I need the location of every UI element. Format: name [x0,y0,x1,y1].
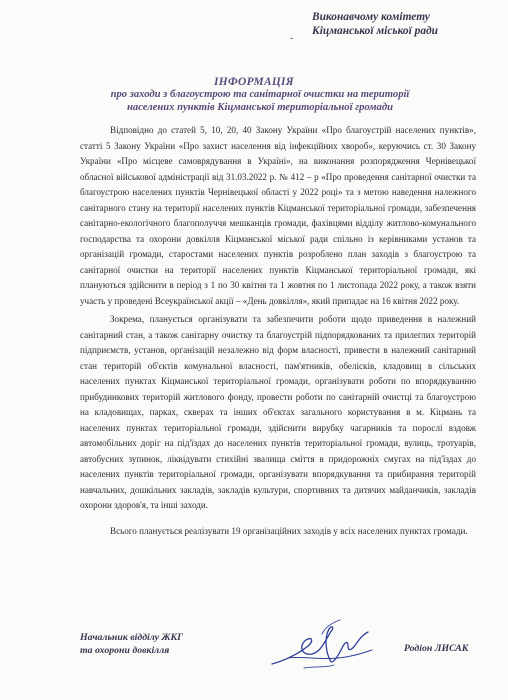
document-body [80,123,476,539]
paragraph-1: Відповідно до статей 5, 10, 20, 40 Закону України «Про благоустрій населених пунктів», статті 5 Закону України «Про захист населення від інфекційних хвороб», керуючись ст. 30 Закону України «Про місцеве самоврядування в Україні», на виконання розпорядження Чернівецької обласної військової адміністрації від 31.03.2022 р. № 412 – р «Про проведення санітарної очистки та благоустрою населених пунктів Чернівецької області у 2022 році» та з метою наведення належного санітарного стану на території населених пунктів Кіцманської територіальної громади, забезпечення санітарно-екологічного благополуччя мешканців громади, фахівцями відділу житлово-комунального господарства та охорони довкілля Кіцманської міської ради спільно із керівниками установ та організацій громади, старостами населених пунктів розроблено план заходів з благоустрою та санітарної очистки на території населених пунктів Кіцманської територіальної громади, які плануються здійснити в період з 1 по 30 квітня та 1 жовтня по 1 листопада 2022 року, а також взяти участь у проведені Всеукраїнської акції – «День довкілля», який припадає на 16 квітня 2022 року. [80,125,476,306]
addressee-block [312,10,502,38]
addressee-line-1: Виконавчому комітету [312,11,430,23]
addressee-line-2: Кіцманської міської ради [312,25,439,37]
signatory-position-line-2: та охорони довкілля [80,645,170,656]
paragraph-2: Зокрема, планується організувати та забезпечити роботи щодо приведення в належний санітарний стан, а також санітарну очистку та благоустрій підпорядкованих та прилеглих територій підприємств, установ, організацій незалежно від форм власності, привести в належний санітарний стан територій об'єктів комунальної власності, пам'ятників, обелісків, кладовищ в сільських населених пунктах Кіцманської територіальної громади, організувати роботи по впорядкуванню прибудинкових територій житлового фонду, провести роботи по санітарній очистці та благоустрою на кладовищах, парках, скверах та інших об'єктах загального користування в м. Кіцмань та населених пунктах територіальної громади, здійснити вирубку чагарників та порослі вздовж автомобільних доріг на під'їздах до населених пунктів територіальної громади, вулиць, тротуарів, автобусних зупинок, ліквідувати стихійні звалища сміття в придорожніх смугах на під'їздах до населених пунктів територіальної громади, організувати впорядкування та прибирання територій навчальних, дошкільних закладів, закладів культури, спортивних та дитячих майданчиків, закладів охорони здоров'я, та інші заходи. [80,314,476,510]
signatory-position-line-1: Начальник відділу ЖКГ [80,632,184,643]
paragraph-3: Всього планується реалізувати 19 організаційних заходів у всіх населених пунктах громади. [110,525,468,536]
margin-mark: - [290,33,294,44]
signatory-position [80,631,183,657]
signatory-name: Родіон ЛИСАК [404,643,469,654]
document-subtitle: про заходи з благоустрою та санітарної очистки на території населених пунктів Кіцманської територіальної громади [110,89,410,113]
document-title: ІНФОРМАЦІЯ [214,76,294,88]
handwritten-signature [268,616,378,678]
